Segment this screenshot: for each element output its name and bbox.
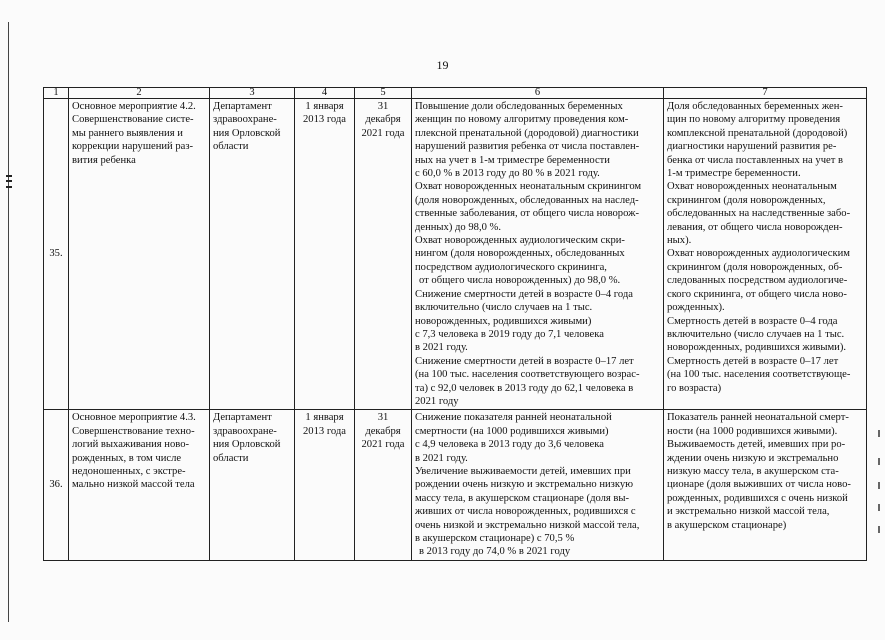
text-line: 2013 года (302, 425, 346, 437)
margin-dash (878, 430, 880, 437)
text-line: Снижение показателя ранней неонатальной (415, 412, 612, 424)
expected-result-cell (412, 99, 664, 410)
right-margin-marks (876, 430, 882, 540)
text-line: 2021 года (361, 127, 405, 139)
text-line: ждении очень низкую и экстремально (667, 452, 839, 464)
header-cell: 7 (664, 88, 867, 99)
measure-name-cell (69, 410, 210, 560)
text-line: скринингом (доля новорожденных, (667, 194, 826, 206)
text-line: области (213, 452, 249, 464)
text-line: го возраста) (667, 382, 722, 394)
text-line: диагностики нарушений развития ре- (667, 141, 837, 153)
text-line: очень низкой и экстремально низкой массой тела, (415, 519, 640, 531)
text-line: в 2021 году. (415, 452, 468, 464)
text-line: 2021 года (361, 439, 405, 451)
margin-dash (878, 458, 880, 465)
text-line: Снижение смертности детей в возрасте 0–4 года (415, 288, 633, 300)
text-line: та) с 92,0 человек в 2013 году до 62,1 человека в (415, 382, 634, 394)
margin-tick (6, 180, 12, 182)
row-number: 35. (44, 99, 69, 410)
text-line: Смертность детей в возрасте 0–17 лет (667, 355, 839, 367)
text-line: массу тела, в акушерском стационаре (доля вы- (415, 492, 630, 504)
start-date-cell (295, 410, 355, 560)
expected-result-cell (412, 410, 664, 560)
text-line: с 60,0 % в 2013 году до 80 % в 2021 году. (415, 168, 600, 180)
text-line: коррекции нарушений раз- (72, 141, 194, 153)
text-line: мально низкой массой тела (72, 479, 195, 491)
executor-cell (210, 410, 295, 560)
text-line: комплексной пренатальной (дородовой) (667, 127, 848, 139)
text-line: ности (на 1000 родившихся живыми). (667, 425, 838, 437)
text-line: Снижение смертности детей в возрасте 0–17 лет (415, 355, 634, 367)
text-line: Смертность детей в возрасте 0–4 года (667, 315, 838, 327)
text-line: щин по новому алгоритму проведения (667, 114, 841, 126)
text-line: рождении очень низкую и экстремально низкую (415, 479, 634, 491)
indicator-link-cell (664, 99, 867, 410)
header-cell: 5 (355, 88, 412, 99)
text-line: логий выхаживания ново- (72, 439, 190, 451)
text-line: ционаре (доля выживших от числа ново- (667, 479, 851, 491)
table-row (44, 410, 867, 560)
text-line: женщин по новому алгоритму проведения ком- (415, 114, 629, 126)
text-line: смертности (на 1000 родившихся живыми) (415, 425, 609, 437)
text-line: Охват новорожденных аудиологическим (667, 248, 850, 260)
text-line: Охват новорожденных неонатальным скринингом (415, 181, 642, 193)
text-line: 1-м триместре беременности. (667, 168, 801, 180)
text-line: в акушерском стационаре) (667, 519, 787, 531)
text-line: здравоохране- (213, 425, 277, 437)
margin-dash (878, 482, 880, 489)
text-line: новорожденных, родившихся живыми). (667, 342, 847, 354)
header-cell: 1 (44, 88, 69, 99)
text-line: нарушений развития ребенка от числа поставлен- (415, 141, 640, 153)
end-date-cell (355, 410, 412, 560)
text-line: ния Орловской (213, 439, 281, 451)
text-line: ственные заболевания, от общего числа новорож- (415, 208, 639, 220)
text-line: скринингом (доля новорожденных, об- (667, 261, 843, 273)
text-line: рожденных). (667, 302, 725, 314)
text-line: от общего числа новорожденных) до 98,0 %. (419, 275, 621, 287)
text-line: вития ребенка (72, 154, 136, 166)
measure-name-cell (69, 99, 210, 410)
text-line: ния Орловской (213, 127, 281, 139)
text-line: Департамент (213, 412, 272, 424)
header-cell: 2 (69, 88, 210, 99)
page-number: 19 (436, 58, 449, 72)
text-line: ных на учет в 1-м триместре беременности (415, 154, 610, 166)
text-line: в 2021 году. (415, 342, 468, 354)
text-line: в 2013 году до 74,0 % в 2021 году (419, 546, 571, 558)
text-line: (доля новорожденных, обследованных на наслед- (415, 194, 639, 206)
text-line: рожденных, в том числе (72, 452, 182, 464)
text-line: Совершенствование систе- (72, 114, 194, 126)
program-table (43, 87, 867, 561)
text-line: мы раннего выявления и (72, 127, 183, 139)
text-line: Основное мероприятие 4.2. (72, 101, 196, 112)
text-line: включительно (число случаев на 1 тыс. (415, 302, 593, 314)
text-line: и экстремально низкой массой тела, (667, 506, 830, 518)
text-line: области (213, 141, 249, 153)
text-line: недоношенных, с экстре- (72, 465, 186, 477)
indicator-link-cell (664, 410, 867, 560)
end-date-cell (355, 99, 412, 410)
margin-tick (6, 186, 12, 188)
text-line: Выживаемость детей, имевших при ро- (667, 439, 846, 451)
text-line: здравоохране- (213, 114, 277, 126)
text-line: низкую массу тела, в акушерском ста- (667, 465, 839, 477)
text-line: в акушерском стационаре) с 70,5 % (415, 533, 575, 544)
executor-cell (210, 99, 295, 410)
text-line: Охват новорожденных неонатальным (667, 181, 837, 193)
text-line: новорожденных, родившихся живыми) (415, 315, 592, 327)
text-line: Охват новорожденных аудиологическим скри- (415, 235, 625, 247)
text-line: ных). (667, 235, 692, 247)
text-line: 1 января (305, 101, 344, 112)
text-line: (на 100 тыс. населения соответствующе- (667, 369, 851, 381)
text-line: посредством аудиологического скрининга, (415, 261, 607, 273)
text-line: левания, от общего числа новорожден- (667, 221, 843, 233)
text-line: включительно (число случаев на 1 тыс. (667, 328, 845, 340)
text-line: рожденных, родившихся с очень низкой (667, 492, 848, 504)
text-line: 2021 году (415, 395, 459, 407)
text-line: (на 100 тыс. населения соответствующего возрас- (415, 369, 640, 381)
text-line: Основное мероприятие 4.3. (72, 412, 196, 424)
text-line: декабря (365, 425, 401, 437)
text-line: бенка от числа поставленных на учет в (667, 154, 844, 166)
text-line: Увеличение выживаемости детей, имевших при (415, 465, 631, 477)
text-line: денных) до 98,0 %. (415, 221, 502, 233)
text-line: плексной пренатальной (дородовой) диагностики (415, 127, 639, 139)
text-line: ского скрининга, от общего числа ново- (667, 288, 847, 300)
text-line: 31 (377, 412, 389, 424)
header-cell: 3 (210, 88, 295, 99)
text-line: 1 января (305, 412, 344, 424)
binding-rule (8, 22, 9, 622)
header-cell: 4 (295, 88, 355, 99)
margin-dash (878, 526, 880, 533)
text-line: с 4,9 человека в 2013 году до 3,6 человека (415, 439, 604, 451)
text-line: следованных посредством аудиологиче- (667, 275, 848, 287)
text-line: Повышение доли обследованных беременных (415, 101, 623, 112)
text-line: 31 (377, 101, 389, 112)
column-number-header (44, 88, 867, 99)
margin-tick (6, 175, 12, 177)
text-line: обследованных на наследственные забо- (667, 208, 851, 220)
text-line: декабря (365, 114, 401, 126)
text-line: Департамент (213, 101, 272, 112)
text-line: Доля обследованных беременных жен- (667, 101, 843, 112)
text-line: Совершенствование техно- (72, 425, 195, 437)
table-row (44, 99, 867, 410)
text-line: Показатель ранней неонатальной смерт- (667, 412, 849, 424)
left-margin-marks (6, 0, 12, 640)
header-cell: 6 (412, 88, 664, 99)
text-line: нингом (доля новорожденных, обследованных (415, 248, 625, 260)
text-line: 2013 года (302, 114, 346, 126)
row-number: 36. (44, 410, 69, 560)
text-line: с 7,3 человека в 2019 году до 7,1 человека (415, 328, 604, 340)
start-date-cell (295, 99, 355, 410)
margin-dash (878, 504, 880, 511)
text-line: живших от числа новорожденных, родившихся с (415, 506, 636, 518)
